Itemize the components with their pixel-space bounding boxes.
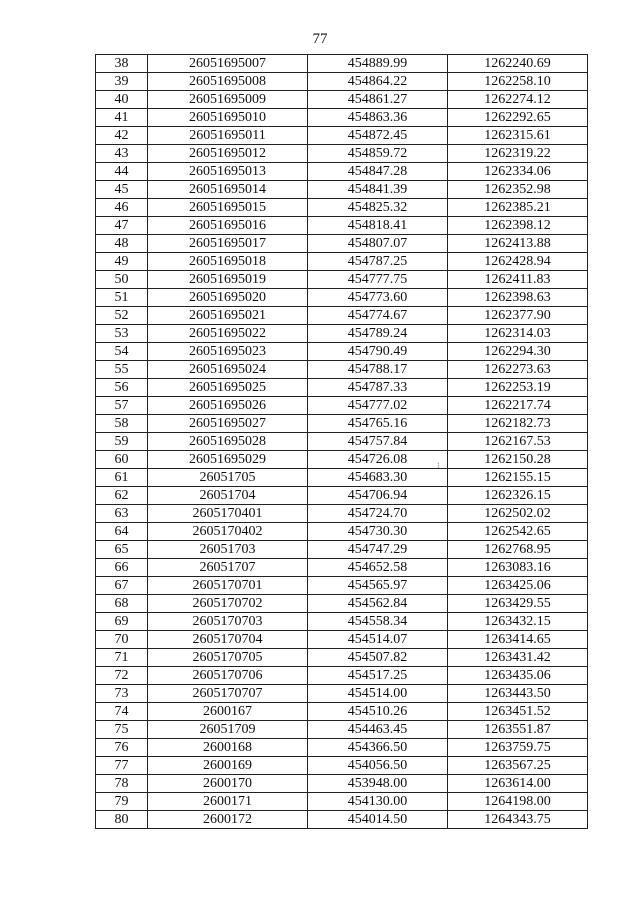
x-coordinate-cell: 454056.50 <box>308 757 448 775</box>
point-id-cell: 2605170702 <box>148 595 308 613</box>
point-id-cell: 2600171 <box>148 793 308 811</box>
point-id-cell: 26051695028 <box>148 433 308 451</box>
x-coordinate-cell: 454565.97 <box>308 577 448 595</box>
row-number-cell: 73 <box>96 685 148 703</box>
row-number-cell: 55 <box>96 361 148 379</box>
table-row <box>96 811 588 829</box>
x-coordinate-cell: 454790.49 <box>308 343 448 361</box>
y-coordinate-cell: 1262155.15 <box>448 469 588 487</box>
row-number-cell: 43 <box>96 145 148 163</box>
point-id-cell: 26051695023 <box>148 343 308 361</box>
x-coordinate-cell: 454463.45 <box>308 721 448 739</box>
point-id-cell: 2600172 <box>148 811 308 829</box>
row-number-cell: 40 <box>96 91 148 109</box>
x-coordinate-cell: 453948.00 <box>308 775 448 793</box>
x-coordinate-cell: 454747.29 <box>308 541 448 559</box>
table-row <box>96 325 588 343</box>
row-number-cell: 52 <box>96 307 148 325</box>
x-coordinate-cell: 454773.60 <box>308 289 448 307</box>
x-coordinate-cell: 454787.33 <box>308 379 448 397</box>
point-id-cell: 2605170707 <box>148 685 308 703</box>
table-row <box>96 451 588 469</box>
y-coordinate-cell: 1263614.00 <box>448 775 588 793</box>
y-coordinate-cell: 1263414.65 <box>448 631 588 649</box>
row-number-cell: 45 <box>96 181 148 199</box>
y-coordinate-cell: 1262542.65 <box>448 523 588 541</box>
row-number-cell: 72 <box>96 667 148 685</box>
row-number-cell: 39 <box>96 73 148 91</box>
row-number-cell: 56 <box>96 379 148 397</box>
row-number-cell: 62 <box>96 487 148 505</box>
x-coordinate-cell: 454864.22 <box>308 73 448 91</box>
y-coordinate-cell: 1262428.94 <box>448 253 588 271</box>
point-id-cell: 26051695010 <box>148 109 308 127</box>
point-id-cell: 26051695021 <box>148 307 308 325</box>
table-row <box>96 775 588 793</box>
row-number-cell: 42 <box>96 127 148 145</box>
point-id-cell: 2605170401 <box>148 505 308 523</box>
row-number-cell: 48 <box>96 235 148 253</box>
point-id-cell: 26051695011 <box>148 127 308 145</box>
x-coordinate-cell: 454787.25 <box>308 253 448 271</box>
y-coordinate-cell: 1262502.02 <box>448 505 588 523</box>
table-row <box>96 415 588 433</box>
point-id-cell: 26051695020 <box>148 289 308 307</box>
table-row <box>96 181 588 199</box>
table-row <box>96 397 588 415</box>
point-id-cell: 26051695016 <box>148 217 308 235</box>
table-row <box>96 667 588 685</box>
point-id-cell: 26051695022 <box>148 325 308 343</box>
x-coordinate-cell: 454730.30 <box>308 523 448 541</box>
y-coordinate-cell: 1262315.61 <box>448 127 588 145</box>
point-id-cell: 26051695013 <box>148 163 308 181</box>
table-row <box>96 487 588 505</box>
point-id-cell: 26051695026 <box>148 397 308 415</box>
y-coordinate-cell: 1262326.15 <box>448 487 588 505</box>
scan-speck-mark: ⁝ <box>437 461 440 470</box>
x-coordinate-cell: 454514.00 <box>308 685 448 703</box>
y-coordinate-cell: 1262292.65 <box>448 109 588 127</box>
y-coordinate-cell: 1263429.55 <box>448 595 588 613</box>
y-coordinate-cell: 1262334.06 <box>448 163 588 181</box>
point-id-cell: 2605170706 <box>148 667 308 685</box>
row-number-cell: 59 <box>96 433 148 451</box>
table-row <box>96 253 588 271</box>
x-coordinate-cell: 454757.84 <box>308 433 448 451</box>
row-number-cell: 49 <box>96 253 148 271</box>
table-row <box>96 703 588 721</box>
point-id-cell: 2605170701 <box>148 577 308 595</box>
x-coordinate-cell: 454861.27 <box>308 91 448 109</box>
point-id-cell: 26051695029 <box>148 451 308 469</box>
x-coordinate-cell: 454847.28 <box>308 163 448 181</box>
table-row <box>96 559 588 577</box>
y-coordinate-cell: 1263083.16 <box>448 559 588 577</box>
x-coordinate-cell: 454514.07 <box>308 631 448 649</box>
row-number-cell: 67 <box>96 577 148 595</box>
row-number-cell: 50 <box>96 271 148 289</box>
table-row <box>96 127 588 145</box>
table-row <box>96 361 588 379</box>
row-number-cell: 74 <box>96 703 148 721</box>
x-coordinate-cell: 454683.30 <box>308 469 448 487</box>
y-coordinate-cell: 1262413.88 <box>448 235 588 253</box>
table-row <box>96 613 588 631</box>
x-coordinate-cell: 454014.50 <box>308 811 448 829</box>
table-row <box>96 91 588 109</box>
row-number-cell: 66 <box>96 559 148 577</box>
y-coordinate-cell: 1263759.75 <box>448 739 588 757</box>
x-coordinate-cell: 454818.41 <box>308 217 448 235</box>
table-row <box>96 505 588 523</box>
y-coordinate-cell: 1262240.69 <box>448 55 588 73</box>
point-id-cell: 26051695024 <box>148 361 308 379</box>
y-coordinate-cell: 1263425.06 <box>448 577 588 595</box>
y-coordinate-cell: 1262385.21 <box>448 199 588 217</box>
point-id-cell: 26051703 <box>148 541 308 559</box>
y-coordinate-cell: 1263551.87 <box>448 721 588 739</box>
y-coordinate-cell: 1262217.74 <box>448 397 588 415</box>
row-number-cell: 64 <box>96 523 148 541</box>
row-number-cell: 69 <box>96 613 148 631</box>
row-number-cell: 60 <box>96 451 148 469</box>
row-number-cell: 57 <box>96 397 148 415</box>
y-coordinate-cell: 1262398.12 <box>448 217 588 235</box>
y-coordinate-cell: 1262150.28 <box>448 451 588 469</box>
x-coordinate-cell: 454841.39 <box>308 181 448 199</box>
x-coordinate-cell: 454765.16 <box>308 415 448 433</box>
table-row <box>96 685 588 703</box>
x-coordinate-cell: 454517.25 <box>308 667 448 685</box>
point-id-cell: 26051695014 <box>148 181 308 199</box>
point-id-cell: 26051695027 <box>148 415 308 433</box>
row-number-cell: 79 <box>96 793 148 811</box>
row-number-cell: 70 <box>96 631 148 649</box>
x-coordinate-cell: 454872.45 <box>308 127 448 145</box>
x-coordinate-cell: 454859.72 <box>308 145 448 163</box>
x-coordinate-cell: 454777.02 <box>308 397 448 415</box>
point-id-cell: 26051695007 <box>148 55 308 73</box>
y-coordinate-cell: 1264198.00 <box>448 793 588 811</box>
point-id-cell: 26051695019 <box>148 271 308 289</box>
table-row <box>96 217 588 235</box>
y-coordinate-cell: 1262258.10 <box>448 73 588 91</box>
y-coordinate-cell: 1263431.42 <box>448 649 588 667</box>
table-row <box>96 343 588 361</box>
table-row <box>96 235 588 253</box>
table-row <box>96 433 588 451</box>
table-row <box>96 307 588 325</box>
point-id-cell: 2600168 <box>148 739 308 757</box>
y-coordinate-cell: 1263432.15 <box>448 613 588 631</box>
y-coordinate-cell: 1262411.83 <box>448 271 588 289</box>
point-id-cell: 26051695017 <box>148 235 308 253</box>
x-coordinate-cell: 454825.32 <box>308 199 448 217</box>
point-id-cell: 2605170402 <box>148 523 308 541</box>
table-row <box>96 289 588 307</box>
table-row <box>96 739 588 757</box>
y-coordinate-cell: 1263451.52 <box>448 703 588 721</box>
point-id-cell: 2605170705 <box>148 649 308 667</box>
x-coordinate-cell: 454130.00 <box>308 793 448 811</box>
table-row <box>96 379 588 397</box>
table-row <box>96 199 588 217</box>
point-id-cell: 26051709 <box>148 721 308 739</box>
x-coordinate-cell: 454562.84 <box>308 595 448 613</box>
row-number-cell: 46 <box>96 199 148 217</box>
row-number-cell: 53 <box>96 325 148 343</box>
table-row <box>96 631 588 649</box>
x-coordinate-cell: 454788.17 <box>308 361 448 379</box>
row-number-cell: 47 <box>96 217 148 235</box>
table-row <box>96 793 588 811</box>
point-id-cell: 2600170 <box>148 775 308 793</box>
row-number-cell: 58 <box>96 415 148 433</box>
point-id-cell: 26051704 <box>148 487 308 505</box>
row-number-cell: 75 <box>96 721 148 739</box>
row-number-cell: 63 <box>96 505 148 523</box>
x-coordinate-cell: 454366.50 <box>308 739 448 757</box>
x-coordinate-cell: 454507.82 <box>308 649 448 667</box>
row-number-cell: 80 <box>96 811 148 829</box>
row-number-cell: 44 <box>96 163 148 181</box>
x-coordinate-cell: 454510.26 <box>308 703 448 721</box>
row-number-cell: 68 <box>96 595 148 613</box>
y-coordinate-cell: 1262274.12 <box>448 91 588 109</box>
x-coordinate-cell: 454889.99 <box>308 55 448 73</box>
point-id-cell: 26051695012 <box>148 145 308 163</box>
y-coordinate-cell: 1262294.30 <box>448 343 588 361</box>
table-row <box>96 469 588 487</box>
table-row <box>96 109 588 127</box>
x-coordinate-cell: 454863.36 <box>308 109 448 127</box>
table-row <box>96 595 588 613</box>
row-number-cell: 51 <box>96 289 148 307</box>
x-coordinate-cell: 454724.70 <box>308 505 448 523</box>
page-number: 77 <box>312 31 328 47</box>
coordinate-table <box>95 54 588 829</box>
table-row <box>96 523 588 541</box>
y-coordinate-cell: 1262182.73 <box>448 415 588 433</box>
y-coordinate-cell: 1262398.63 <box>448 289 588 307</box>
table-row <box>96 145 588 163</box>
point-id-cell: 26051695018 <box>148 253 308 271</box>
x-coordinate-cell: 454652.58 <box>308 559 448 577</box>
point-id-cell: 26051695009 <box>148 91 308 109</box>
point-id-cell: 2600167 <box>148 703 308 721</box>
x-coordinate-cell: 454777.75 <box>308 271 448 289</box>
x-coordinate-cell: 454789.24 <box>308 325 448 343</box>
y-coordinate-cell: 1262253.19 <box>448 379 588 397</box>
table-row <box>96 73 588 91</box>
y-coordinate-cell: 1262273.63 <box>448 361 588 379</box>
point-id-cell: 26051707 <box>148 559 308 577</box>
y-coordinate-cell: 1263443.50 <box>448 685 588 703</box>
y-coordinate-cell: 1263567.25 <box>448 757 588 775</box>
y-coordinate-cell: 1262167.53 <box>448 433 588 451</box>
point-id-cell: 2605170704 <box>148 631 308 649</box>
row-number-cell: 78 <box>96 775 148 793</box>
table-row <box>96 721 588 739</box>
y-coordinate-cell: 1264343.75 <box>448 811 588 829</box>
point-id-cell: 2605170703 <box>148 613 308 631</box>
y-coordinate-cell: 1262768.95 <box>448 541 588 559</box>
row-number-cell: 38 <box>96 55 148 73</box>
y-coordinate-cell: 1262352.98 <box>448 181 588 199</box>
x-coordinate-cell: 454706.94 <box>308 487 448 505</box>
table-row <box>96 163 588 181</box>
y-coordinate-cell: 1262319.22 <box>448 145 588 163</box>
row-number-cell: 65 <box>96 541 148 559</box>
row-number-cell: 71 <box>96 649 148 667</box>
table-row <box>96 649 588 667</box>
point-id-cell: 2600169 <box>148 757 308 775</box>
point-id-cell: 26051695015 <box>148 199 308 217</box>
point-id-cell: 26051695025 <box>148 379 308 397</box>
coordinate-table-body <box>96 55 588 829</box>
x-coordinate-cell: 454774.67 <box>308 307 448 325</box>
y-coordinate-cell: 1262377.90 <box>448 307 588 325</box>
x-coordinate-cell: 454726.08 <box>308 451 448 469</box>
x-coordinate-cell: 454558.34 <box>308 613 448 631</box>
row-number-cell: 77 <box>96 757 148 775</box>
y-coordinate-cell: 1262314.03 <box>448 325 588 343</box>
row-number-cell: 54 <box>96 343 148 361</box>
table-row <box>96 577 588 595</box>
row-number-cell: 41 <box>96 109 148 127</box>
row-number-cell: 76 <box>96 739 148 757</box>
y-coordinate-cell: 1263435.06 <box>448 667 588 685</box>
point-id-cell: 26051705 <box>148 469 308 487</box>
point-id-cell: 26051695008 <box>148 73 308 91</box>
table-row <box>96 757 588 775</box>
x-coordinate-cell: 454807.07 <box>308 235 448 253</box>
row-number-cell: 61 <box>96 469 148 487</box>
table-row <box>96 55 588 73</box>
table-row <box>96 541 588 559</box>
table-row <box>96 271 588 289</box>
